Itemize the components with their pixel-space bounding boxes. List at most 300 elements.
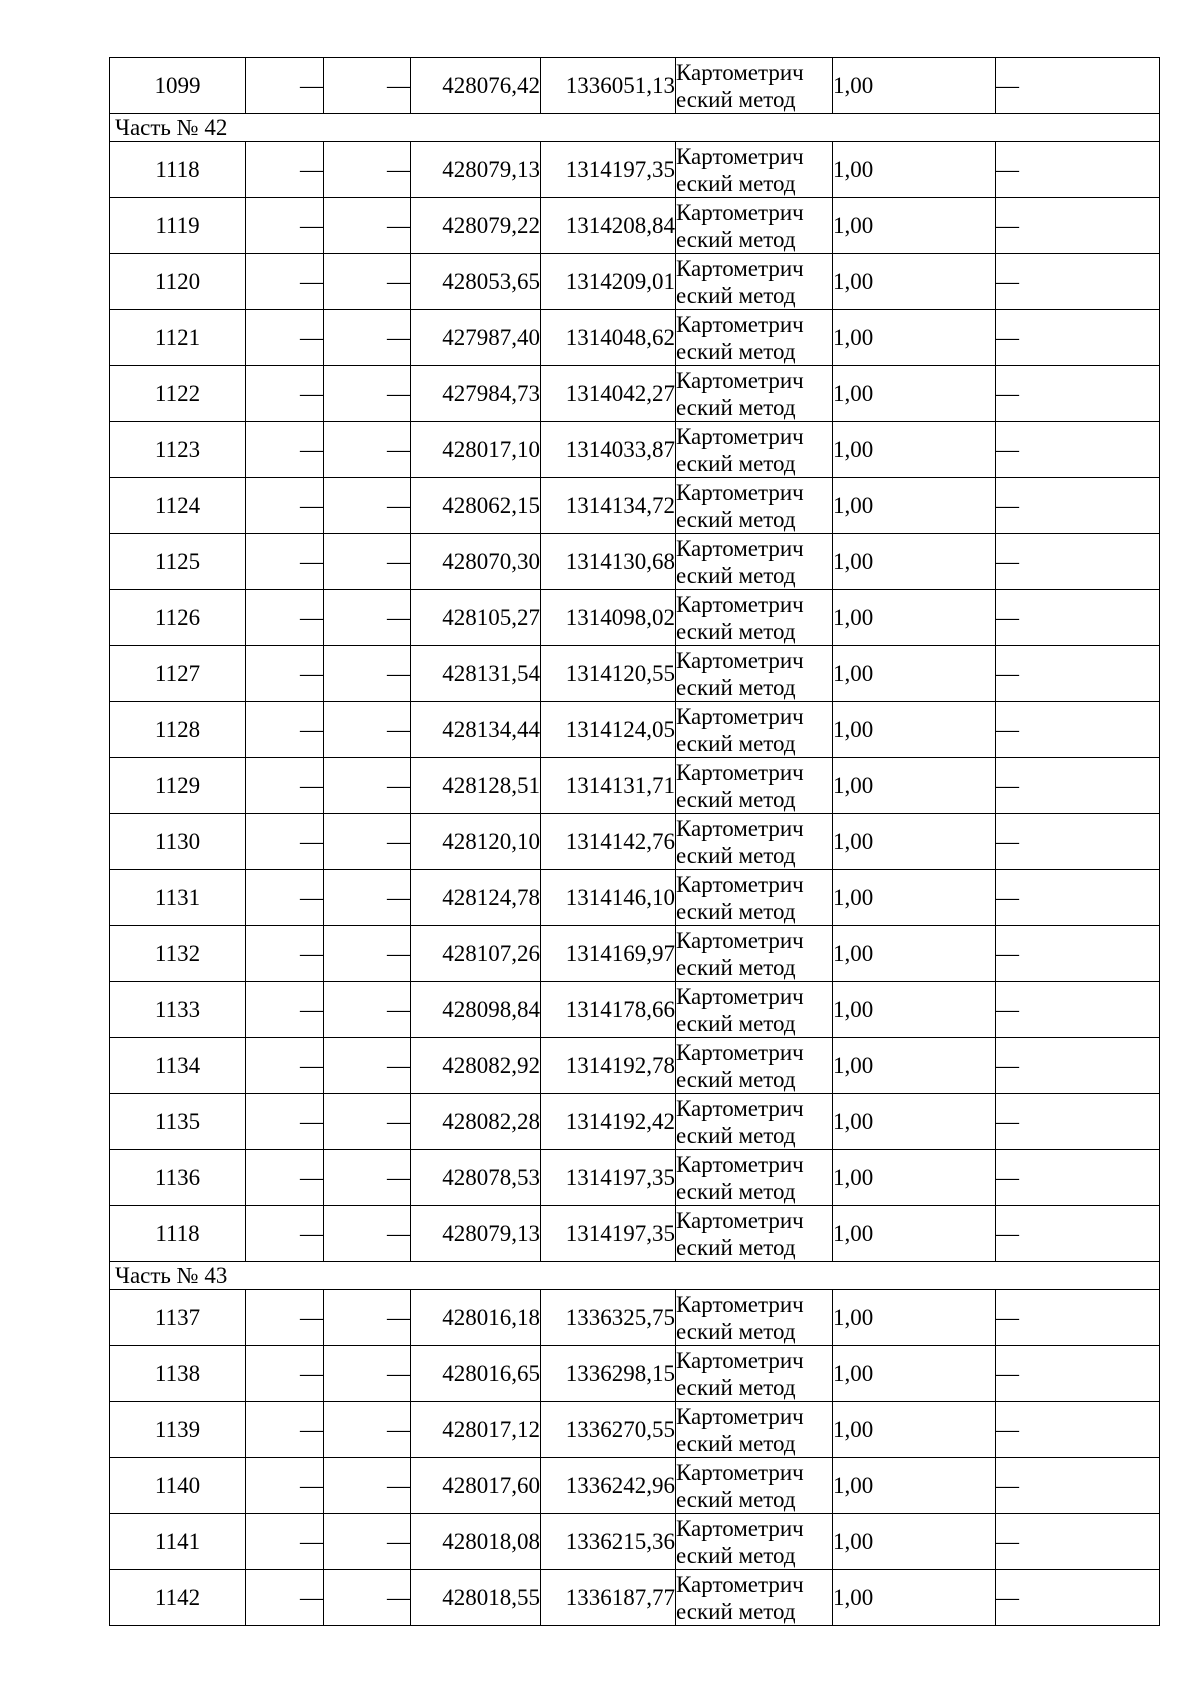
method-cell [676, 478, 833, 534]
point-number-cell: 1128 [110, 702, 246, 758]
method-text-line: Картометрич [676, 1207, 804, 1233]
accuracy-cell: 1,00 [833, 1402, 996, 1458]
table-row [110, 1402, 1160, 1458]
part-header-row [110, 114, 1160, 142]
method-text-line: еский метод [676, 674, 796, 700]
empty-value-cell: — [246, 1346, 324, 1402]
empty-value-cell: — [324, 1150, 411, 1206]
point-number-cell: 1119 [110, 198, 246, 254]
accuracy-cell: 1,00 [833, 1150, 996, 1206]
description-cell: — [996, 814, 1160, 870]
method-text-line: еский метод [676, 1066, 796, 1092]
description-cell: — [996, 982, 1160, 1038]
y-coordinate-cell: 1336325,75 [541, 1290, 676, 1346]
y-coordinate-cell: 1314033,87 [541, 422, 676, 478]
method-text-line: Картометрич [676, 479, 804, 505]
empty-value-cell: — [324, 870, 411, 926]
x-coordinate-cell: 427984,73 [411, 366, 541, 422]
accuracy-cell: 1,00 [833, 58, 996, 114]
point-number-cell: 1141 [110, 1514, 246, 1570]
y-coordinate-cell: 1314197,35 [541, 142, 676, 198]
empty-value-cell: — [324, 310, 411, 366]
method-text-line: еский метод [676, 1318, 796, 1344]
method-text-line: Картометрич [676, 367, 804, 393]
empty-value-cell: — [324, 982, 411, 1038]
y-coordinate-cell: 1336242,96 [541, 1458, 676, 1514]
point-number-cell: 1123 [110, 422, 246, 478]
method-text-line: еский метод [676, 730, 796, 756]
method-cell [676, 1458, 833, 1514]
x-coordinate-cell: 428018,55 [411, 1570, 541, 1626]
point-number-cell: 1124 [110, 478, 246, 534]
method-text-line: Картометрич [676, 871, 804, 897]
point-number-cell: 1138 [110, 1346, 246, 1402]
x-coordinate-cell: 428120,10 [411, 814, 541, 870]
method-cell [676, 534, 833, 590]
accuracy-cell: 1,00 [833, 1038, 996, 1094]
table-row [110, 1458, 1160, 1514]
point-number-cell: 1120 [110, 254, 246, 310]
method-text-line: Картометрич [676, 1403, 804, 1429]
table-row [110, 198, 1160, 254]
empty-value-cell: — [324, 646, 411, 702]
method-text-line: еский метод [676, 786, 796, 812]
empty-value-cell: — [324, 1290, 411, 1346]
x-coordinate-cell: 428107,26 [411, 926, 541, 982]
table-row [110, 478, 1160, 534]
empty-value-cell: — [246, 198, 324, 254]
method-cell [676, 366, 833, 422]
table-row [110, 1514, 1160, 1570]
method-text-line: еский метод [676, 226, 796, 252]
table-row [110, 1346, 1160, 1402]
accuracy-cell: 1,00 [833, 814, 996, 870]
x-coordinate-cell: 428082,92 [411, 1038, 541, 1094]
accuracy-cell: 1,00 [833, 702, 996, 758]
part-label: Часть № 42 [110, 114, 1160, 142]
empty-value-cell: — [246, 982, 324, 1038]
description-cell: — [996, 478, 1160, 534]
method-cell [676, 1514, 833, 1570]
method-text-line: Картометрич [676, 255, 804, 281]
description-cell: — [996, 1290, 1160, 1346]
method-cell [676, 142, 833, 198]
method-text-line: еский метод [676, 338, 796, 364]
accuracy-cell: 1,00 [833, 758, 996, 814]
table-row [110, 646, 1160, 702]
table-row [110, 310, 1160, 366]
empty-value-cell: — [246, 758, 324, 814]
y-coordinate-cell: 1314142,76 [541, 814, 676, 870]
x-coordinate-cell: 428079,13 [411, 142, 541, 198]
method-cell [676, 58, 833, 114]
empty-value-cell: — [246, 58, 324, 114]
y-coordinate-cell: 1314048,62 [541, 310, 676, 366]
description-cell: — [996, 1206, 1160, 1262]
method-text-line: Картометрич [676, 1291, 804, 1317]
description-cell: — [996, 534, 1160, 590]
x-coordinate-cell: 428062,15 [411, 478, 541, 534]
empty-value-cell: — [246, 646, 324, 702]
method-text-line: еский метод [676, 1374, 796, 1400]
empty-value-cell: — [246, 1038, 324, 1094]
empty-value-cell: — [246, 590, 324, 646]
empty-value-cell: — [324, 478, 411, 534]
description-cell: — [996, 1346, 1160, 1402]
x-coordinate-cell: 428079,22 [411, 198, 541, 254]
y-coordinate-cell: 1336298,15 [541, 1346, 676, 1402]
y-coordinate-cell: 1314042,27 [541, 366, 676, 422]
method-cell [676, 926, 833, 982]
method-text-line: Картометрич [676, 1347, 804, 1373]
method-text-line: Картометрич [676, 535, 804, 561]
accuracy-cell: 1,00 [833, 1290, 996, 1346]
method-text-line: еский метод [676, 1598, 796, 1624]
empty-value-cell: — [246, 1458, 324, 1514]
method-cell [676, 310, 833, 366]
y-coordinate-cell: 1314146,10 [541, 870, 676, 926]
table-row [110, 366, 1160, 422]
empty-value-cell: — [246, 870, 324, 926]
accuracy-cell: 1,00 [833, 1346, 996, 1402]
empty-value-cell: — [324, 534, 411, 590]
coordinates-table [109, 57, 1160, 1626]
table-row [110, 926, 1160, 982]
method-text-line: Картометрич [676, 59, 804, 85]
method-text-line: Картометрич [676, 311, 804, 337]
y-coordinate-cell: 1314134,72 [541, 478, 676, 534]
method-cell [676, 1402, 833, 1458]
accuracy-cell: 1,00 [833, 254, 996, 310]
method-text-line: Картометрич [676, 423, 804, 449]
y-coordinate-cell: 1314169,97 [541, 926, 676, 982]
empty-value-cell: — [246, 1402, 324, 1458]
description-cell: — [996, 1402, 1160, 1458]
accuracy-cell: 1,00 [833, 534, 996, 590]
method-text-line: еский метод [676, 1542, 796, 1568]
method-text-line: Картометрич [676, 759, 804, 785]
table-row [110, 1206, 1160, 1262]
accuracy-cell: 1,00 [833, 1514, 996, 1570]
y-coordinate-cell: 1314209,01 [541, 254, 676, 310]
empty-value-cell: — [324, 590, 411, 646]
empty-value-cell: — [324, 422, 411, 478]
empty-value-cell: — [324, 1346, 411, 1402]
method-cell [676, 590, 833, 646]
empty-value-cell: — [246, 422, 324, 478]
method-text-line: Картометрич [676, 199, 804, 225]
x-coordinate-cell: 428098,84 [411, 982, 541, 1038]
empty-value-cell: — [246, 1206, 324, 1262]
method-cell [676, 422, 833, 478]
method-text-line: Картометрич [676, 1039, 804, 1065]
point-number-cell: 1139 [110, 1402, 246, 1458]
method-cell [676, 1346, 833, 1402]
method-text-line: еский метод [676, 898, 796, 924]
description-cell: — [996, 870, 1160, 926]
y-coordinate-cell: 1314098,02 [541, 590, 676, 646]
table-row [110, 814, 1160, 870]
description-cell: — [996, 1458, 1160, 1514]
description-cell: — [996, 702, 1160, 758]
method-cell [676, 646, 833, 702]
accuracy-cell: 1,00 [833, 590, 996, 646]
method-cell [676, 1570, 833, 1626]
table-row [110, 590, 1160, 646]
x-coordinate-cell: 428016,18 [411, 1290, 541, 1346]
empty-value-cell: — [324, 1514, 411, 1570]
method-text-line: еский метод [676, 1178, 796, 1204]
x-coordinate-cell: 428017,10 [411, 422, 541, 478]
accuracy-cell: 1,00 [833, 198, 996, 254]
y-coordinate-cell: 1336215,36 [541, 1514, 676, 1570]
empty-value-cell: — [324, 702, 411, 758]
accuracy-cell: 1,00 [833, 1206, 996, 1262]
y-coordinate-cell: 1314130,68 [541, 534, 676, 590]
point-number-cell: 1134 [110, 1038, 246, 1094]
y-coordinate-cell: 1314197,35 [541, 1150, 676, 1206]
point-number-cell: 1137 [110, 1290, 246, 1346]
method-cell [676, 702, 833, 758]
empty-value-cell: — [324, 366, 411, 422]
method-cell [676, 1150, 833, 1206]
description-cell: — [996, 422, 1160, 478]
point-number-cell: 1131 [110, 870, 246, 926]
empty-value-cell: — [324, 758, 411, 814]
table-row [110, 58, 1160, 114]
table-row [110, 534, 1160, 590]
empty-value-cell: — [246, 310, 324, 366]
accuracy-cell: 1,00 [833, 142, 996, 198]
method-cell [676, 870, 833, 926]
empty-value-cell: — [324, 926, 411, 982]
accuracy-cell: 1,00 [833, 1570, 996, 1626]
point-number-cell: 1099 [110, 58, 246, 114]
y-coordinate-cell: 1314178,66 [541, 982, 676, 1038]
point-number-cell: 1122 [110, 366, 246, 422]
accuracy-cell: 1,00 [833, 310, 996, 366]
empty-value-cell: — [324, 1206, 411, 1262]
y-coordinate-cell: 1336270,55 [541, 1402, 676, 1458]
method-cell [676, 198, 833, 254]
method-text-line: Картометрич [676, 1095, 804, 1121]
x-coordinate-cell: 428017,60 [411, 1458, 541, 1514]
method-cell [676, 1290, 833, 1346]
method-text-line: Картометрич [676, 1151, 804, 1177]
table-row [110, 1038, 1160, 1094]
accuracy-cell: 1,00 [833, 422, 996, 478]
point-number-cell: 1140 [110, 1458, 246, 1514]
description-cell: — [996, 58, 1160, 114]
empty-value-cell: — [246, 702, 324, 758]
point-number-cell: 1130 [110, 814, 246, 870]
x-coordinate-cell: 428017,12 [411, 1402, 541, 1458]
x-coordinate-cell: 428082,28 [411, 1094, 541, 1150]
empty-value-cell: — [324, 1458, 411, 1514]
method-text-line: еский метод [676, 506, 796, 532]
x-coordinate-cell: 428018,08 [411, 1514, 541, 1570]
x-coordinate-cell: 428079,13 [411, 1206, 541, 1262]
point-number-cell: 1125 [110, 534, 246, 590]
x-coordinate-cell: 428053,65 [411, 254, 541, 310]
accuracy-cell: 1,00 [833, 982, 996, 1038]
method-text-line: Картометрич [676, 143, 804, 169]
accuracy-cell: 1,00 [833, 478, 996, 534]
point-number-cell: 1127 [110, 646, 246, 702]
description-cell: — [996, 758, 1160, 814]
part-header-row [110, 1262, 1160, 1290]
method-text-line: еский метод [676, 170, 796, 196]
description-cell: — [996, 1514, 1160, 1570]
description-cell: — [996, 1150, 1160, 1206]
method-cell [676, 1094, 833, 1150]
empty-value-cell: — [246, 1570, 324, 1626]
y-coordinate-cell: 1336051,13 [541, 58, 676, 114]
description-cell: — [996, 310, 1160, 366]
x-coordinate-cell: 428016,65 [411, 1346, 541, 1402]
empty-value-cell: — [246, 1094, 324, 1150]
method-text-line: еский метод [676, 450, 796, 476]
method-text-line: еский метод [676, 1010, 796, 1036]
description-cell: — [996, 926, 1160, 982]
empty-value-cell: — [246, 254, 324, 310]
description-cell: — [996, 590, 1160, 646]
method-text-line: еский метод [676, 282, 796, 308]
accuracy-cell: 1,00 [833, 926, 996, 982]
x-coordinate-cell: 428076,42 [411, 58, 541, 114]
table-row [110, 1150, 1160, 1206]
description-cell: — [996, 142, 1160, 198]
accuracy-cell: 1,00 [833, 1458, 996, 1514]
empty-value-cell: — [246, 926, 324, 982]
point-number-cell: 1132 [110, 926, 246, 982]
point-number-cell: 1129 [110, 758, 246, 814]
table-row [110, 982, 1160, 1038]
method-text-line: Картометрич [676, 815, 804, 841]
point-number-cell: 1118 [110, 142, 246, 198]
x-coordinate-cell: 428070,30 [411, 534, 541, 590]
empty-value-cell: — [324, 198, 411, 254]
description-cell: — [996, 1570, 1160, 1626]
method-text-line: еский метод [676, 86, 796, 112]
empty-value-cell: — [324, 814, 411, 870]
x-coordinate-cell: 428134,44 [411, 702, 541, 758]
method-text-line: еский метод [676, 954, 796, 980]
method-text-line: Картометрич [676, 1571, 804, 1597]
table-row [110, 1570, 1160, 1626]
y-coordinate-cell: 1314124,05 [541, 702, 676, 758]
method-text-line: еский метод [676, 618, 796, 644]
method-text-line: Картометрич [676, 591, 804, 617]
description-cell: — [996, 198, 1160, 254]
y-coordinate-cell: 1314208,84 [541, 198, 676, 254]
method-text-line: еский метод [676, 1234, 796, 1260]
empty-value-cell: — [324, 1094, 411, 1150]
x-coordinate-cell: 427987,40 [411, 310, 541, 366]
method-text-line: Картометрич [676, 983, 804, 1009]
table-row [110, 254, 1160, 310]
description-cell: — [996, 366, 1160, 422]
empty-value-cell: — [324, 254, 411, 310]
point-number-cell: 1133 [110, 982, 246, 1038]
point-number-cell: 1136 [110, 1150, 246, 1206]
y-coordinate-cell: 1314192,78 [541, 1038, 676, 1094]
table-row [110, 1290, 1160, 1346]
empty-value-cell: — [246, 478, 324, 534]
method-text-line: еский метод [676, 562, 796, 588]
method-cell [676, 758, 833, 814]
x-coordinate-cell: 428128,51 [411, 758, 541, 814]
method-text-line: еский метод [676, 394, 796, 420]
method-text-line: Картометрич [676, 1459, 804, 1485]
y-coordinate-cell: 1314131,71 [541, 758, 676, 814]
empty-value-cell: — [324, 1402, 411, 1458]
table-row [110, 702, 1160, 758]
description-cell: — [996, 646, 1160, 702]
method-cell [676, 254, 833, 310]
empty-value-cell: — [324, 1038, 411, 1094]
method-cell [676, 1038, 833, 1094]
y-coordinate-cell: 1314192,42 [541, 1094, 676, 1150]
point-number-cell: 1121 [110, 310, 246, 366]
empty-value-cell: — [246, 366, 324, 422]
y-coordinate-cell: 1336187,77 [541, 1570, 676, 1626]
point-number-cell: 1126 [110, 590, 246, 646]
method-cell [676, 982, 833, 1038]
table-row [110, 142, 1160, 198]
description-cell: — [996, 254, 1160, 310]
accuracy-cell: 1,00 [833, 646, 996, 702]
method-text-line: еский метод [676, 1430, 796, 1456]
method-text-line: Картометрич [676, 703, 804, 729]
method-text-line: еский метод [676, 1122, 796, 1148]
method-cell [676, 814, 833, 870]
description-cell: — [996, 1038, 1160, 1094]
empty-value-cell: — [324, 142, 411, 198]
empty-value-cell: — [246, 142, 324, 198]
method-text-line: еский метод [676, 1486, 796, 1512]
empty-value-cell: — [246, 1290, 324, 1346]
point-number-cell: 1142 [110, 1570, 246, 1626]
empty-value-cell: — [246, 534, 324, 590]
empty-value-cell: — [246, 1150, 324, 1206]
point-number-cell: 1135 [110, 1094, 246, 1150]
description-cell: — [996, 1094, 1160, 1150]
empty-value-cell: — [246, 1514, 324, 1570]
method-text-line: еский метод [676, 842, 796, 868]
empty-value-cell: — [246, 814, 324, 870]
x-coordinate-cell: 428105,27 [411, 590, 541, 646]
method-text-line: Картометрич [676, 1515, 804, 1541]
method-cell [676, 1206, 833, 1262]
method-text-line: Картометрич [676, 927, 804, 953]
table-row [110, 422, 1160, 478]
y-coordinate-cell: 1314197,35 [541, 1206, 676, 1262]
x-coordinate-cell: 428078,53 [411, 1150, 541, 1206]
table-row [110, 758, 1160, 814]
empty-value-cell: — [324, 58, 411, 114]
accuracy-cell: 1,00 [833, 870, 996, 926]
x-coordinate-cell: 428131,54 [411, 646, 541, 702]
table-body [110, 58, 1160, 1626]
y-coordinate-cell: 1314120,55 [541, 646, 676, 702]
point-number-cell: 1118 [110, 1206, 246, 1262]
table-row [110, 870, 1160, 926]
table-row [110, 1094, 1160, 1150]
accuracy-cell: 1,00 [833, 366, 996, 422]
empty-value-cell: — [324, 1570, 411, 1626]
x-coordinate-cell: 428124,78 [411, 870, 541, 926]
